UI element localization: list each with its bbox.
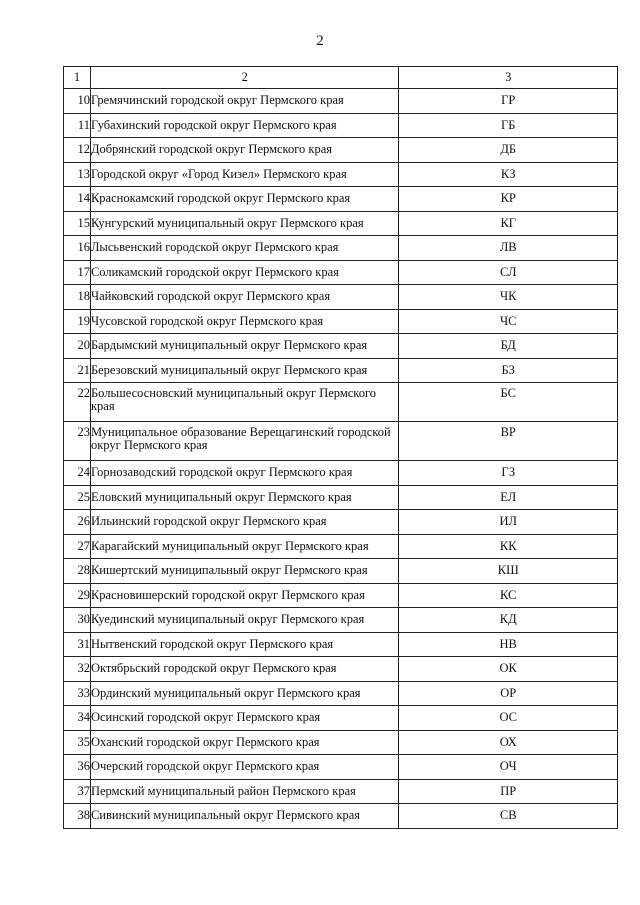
table-row [64,89,618,114]
row-number: 37 [64,779,91,804]
municipality-code: КГ [399,211,618,236]
municipality-code: КЗ [399,162,618,187]
table-row [64,485,618,510]
municipality-name: Муниципальное образование Верещагинский городской округ Пермского края [90,422,399,461]
municipality-code: ЕЛ [399,485,618,510]
table-row [64,113,618,138]
table-row [64,583,618,608]
municipality-name: Ильинский городской округ Пермского края [90,510,399,535]
municipality-name: Городской округ «Город Кизел» Пермского края [90,162,399,187]
table-row [64,608,618,633]
municipality-code: ОЧ [399,755,618,780]
municipality-code: КС [399,583,618,608]
municipality-name: Соликамский городской округ Пермского края [90,260,399,285]
municipality-name: Карагайский муниципальный округ Пермского края [90,534,399,559]
row-number: 14 [64,187,91,212]
table-row [64,358,618,383]
municipality-name: Гремячинский городской округ Пермского края [90,89,399,114]
row-number: 27 [64,534,91,559]
municipality-name: Березовский муниципальный округ Пермского края [90,358,399,383]
row-number: 10 [64,89,91,114]
municipality-name: Куединский муниципальный округ Пермского края [90,608,399,633]
municipality-code: БС [399,383,618,422]
table-row [64,779,618,804]
table-row [64,681,618,706]
municipality-name: Губахинский городской округ Пермского края [90,113,399,138]
row-number: 12 [64,138,91,163]
table-row [64,461,618,486]
municipality-code: ОР [399,681,618,706]
table-row [64,706,618,731]
municipality-code: ГР [399,89,618,114]
municipality-code: КК [399,534,618,559]
row-number: 36 [64,755,91,780]
row-number: 25 [64,485,91,510]
table-row [64,162,618,187]
row-number: 33 [64,681,91,706]
row-number: 38 [64,804,91,829]
table-row [64,309,618,334]
municipality-code: КР [399,187,618,212]
row-number: 31 [64,632,91,657]
municipality-name: Пермский муниципальный район Пермского края [90,779,399,804]
column-header-1: 1 [64,67,91,89]
row-number: 32 [64,657,91,682]
row-number: 15 [64,211,91,236]
table-row [64,632,618,657]
municipality-code: СЛ [399,260,618,285]
row-number: 22 [64,383,91,422]
table-header-row [64,67,618,89]
table-row [64,334,618,359]
column-header-2: 2 [90,67,399,89]
row-number: 20 [64,334,91,359]
municipality-name: Нытвенский городской округ Пермского края [90,632,399,657]
municipality-name: Бардымский муниципальный округ Пермского края [90,334,399,359]
municipality-code: КШ [399,559,618,584]
municipality-name: Кишертский муниципальный округ Пермского края [90,559,399,584]
municipality-codes-table [63,66,618,829]
row-number: 17 [64,260,91,285]
municipality-name: Ординский муниципальный округ Пермского края [90,681,399,706]
row-number: 34 [64,706,91,731]
municipality-code: ГБ [399,113,618,138]
municipality-code: ДБ [399,138,618,163]
row-number: 11 [64,113,91,138]
table-row [64,138,618,163]
municipality-name: Оханский городской округ Пермского края [90,730,399,755]
table-row [64,559,618,584]
municipality-code: ВР [399,422,618,461]
municipality-name: Кунгурский муниципальный округ Пермского края [90,211,399,236]
municipality-name: Октябрьский городской округ Пермского края [90,657,399,682]
table-row [64,285,618,310]
municipality-code: ЧК [399,285,618,310]
row-number: 18 [64,285,91,310]
row-number: 16 [64,236,91,261]
table-row [64,187,618,212]
municipality-name: Большесосновский муниципальный округ Пермского края [90,383,399,422]
municipality-name: Лысьвенский городской округ Пермского края [90,236,399,261]
row-number: 26 [64,510,91,535]
municipality-code: БД [399,334,618,359]
municipality-code: ГЗ [399,461,618,486]
municipality-code: ПР [399,779,618,804]
municipality-name: Добрянский городской округ Пермского края [90,138,399,163]
municipality-name: Сивинский муниципальный округ Пермского края [90,804,399,829]
page-number: 2 [316,33,324,49]
table-row [64,260,618,285]
row-number: 35 [64,730,91,755]
table-row [64,804,618,829]
table-row [64,383,618,422]
row-number: 24 [64,461,91,486]
municipality-name: Осинский городской округ Пермского края [90,706,399,731]
municipality-name: Чусовской городской округ Пермского края [90,309,399,334]
row-number: 29 [64,583,91,608]
municipality-code: ЛВ [399,236,618,261]
row-number: 21 [64,358,91,383]
municipality-code: ОК [399,657,618,682]
municipality-name: Очерский городской округ Пермского края [90,755,399,780]
municipality-code: ЧС [399,309,618,334]
municipality-code: ОХ [399,730,618,755]
row-number: 19 [64,309,91,334]
row-number: 13 [64,162,91,187]
municipality-name: Краснокамский городской округ Пермского края [90,187,399,212]
municipality-code: ОС [399,706,618,731]
municipality-code: СВ [399,804,618,829]
municipality-code: КД [399,608,618,633]
municipality-code: НВ [399,632,618,657]
row-number: 23 [64,422,91,461]
table-row [64,422,618,461]
municipality-name: Чайковский городской округ Пермского края [90,285,399,310]
table-row [64,236,618,261]
municipality-name: Еловский муниципальный округ Пермского края [90,485,399,510]
municipality-name: Красновишерский городской округ Пермского края [90,583,399,608]
table-row [64,755,618,780]
table-row [64,730,618,755]
table-row [64,534,618,559]
table-row [64,510,618,535]
table-row [64,657,618,682]
row-number: 30 [64,608,91,633]
municipality-code: БЗ [399,358,618,383]
municipality-code: ИЛ [399,510,618,535]
table-row [64,211,618,236]
municipality-name: Горнозаводский городской округ Пермского края [90,461,399,486]
column-header-3: 3 [399,67,618,89]
row-number: 28 [64,559,91,584]
